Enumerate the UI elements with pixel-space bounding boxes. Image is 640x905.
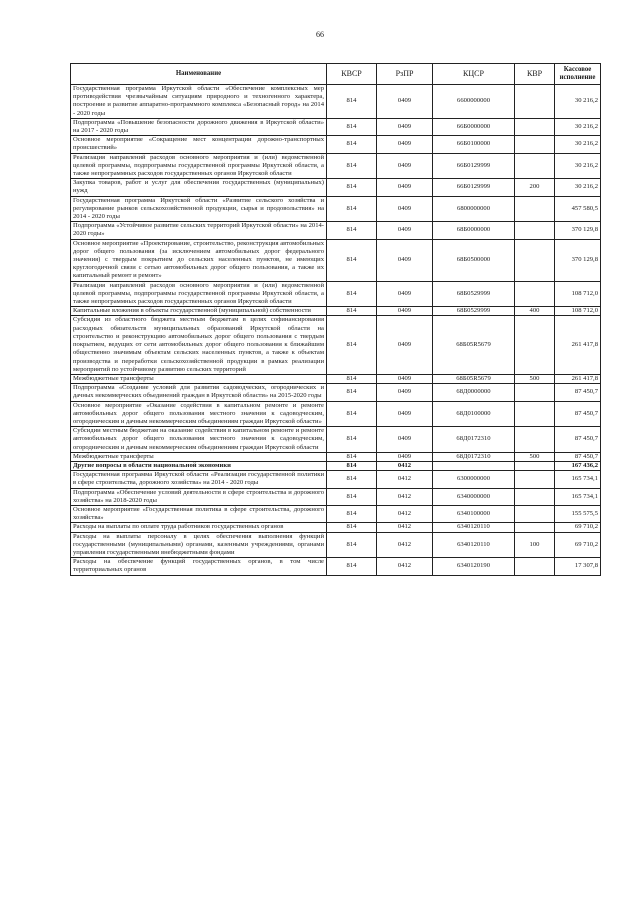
cell-name: Подпрограмма «Создание условий для развития садоводческих, огороднических и дачных некоммерческих объединений граждан в Иркутской области» на 2015-2020 годы [71, 384, 327, 401]
cell-rzpr: 0409 [377, 85, 433, 119]
cell-amount: 30 216,2 [555, 179, 601, 196]
cell-kcsr: 66Б0000000 [433, 118, 515, 135]
table-row [71, 523, 601, 532]
table-row [71, 505, 601, 522]
cell-name: Межбюджетные трансферты [71, 374, 327, 383]
table-row [71, 461, 601, 470]
cell-amount: 30 216,2 [555, 118, 601, 135]
table-header-row [71, 64, 601, 85]
cell-name: Реализация направлений расходов основного мероприятия и (или) ведомственной целевой программы, подпрограммы государственной программы Иркутской области, а также непрограммных расходов государственных органов Иркутской области [71, 153, 327, 179]
page-number: 66 [316, 30, 324, 39]
cell-amount: 155 575,5 [555, 505, 601, 522]
cell-kvsr: 814 [327, 558, 377, 575]
cell-rzpr: 0412 [377, 471, 433, 488]
cell-name: Основное мероприятие «Проектирование, строительство, реконструкция автомобильных дорог общего пользования (за исключением автомобильных дорог федерального значения) с твердым покрытием до сельских населенных пунктов, не имеющих круглогодичной связи с сетью автомобильных дорог общего пользования, а также их капитальный ремонт и ремонт» [71, 239, 327, 281]
cell-amount: 87 450,7 [555, 384, 601, 401]
cell-rzpr: 0409 [377, 452, 433, 461]
cell-kvsr: 814 [327, 384, 377, 401]
header-rzpr: РзПР [377, 64, 433, 85]
cell-kvsr: 814 [327, 471, 377, 488]
cell-kvsr: 814 [327, 85, 377, 119]
cell-kvsr: 814 [327, 222, 377, 239]
cell-kvsr: 814 [327, 523, 377, 532]
cell-kvsr: 814 [327, 196, 377, 222]
cell-kcsr: 68Б0500000 [433, 239, 515, 281]
cell-rzpr: 0409 [377, 118, 433, 135]
table-row [71, 153, 601, 179]
cell-name: Государственная программа Иркутской области «Реализация государственной политики в сфере строительства, дорожного хозяйства» на 2014 - 2020 годы [71, 471, 327, 488]
cell-kvsr: 814 [327, 461, 377, 470]
table-row [71, 488, 601, 505]
cell-rzpr: 0412 [377, 505, 433, 522]
cell-kvr [515, 118, 555, 135]
cell-name: Основное мероприятие «Сокращение мест концентрации дорожно-транспортных происшествий» [71, 136, 327, 153]
cell-amount: 457 580,5 [555, 196, 601, 222]
cell-amount: 30 216,2 [555, 153, 601, 179]
cell-amount: 261 417,8 [555, 374, 601, 383]
cell-amount: 108 712,0 [555, 281, 601, 307]
cell-kcsr: 66Б0129999 [433, 179, 515, 196]
table-row [71, 196, 601, 222]
cell-name: Подпрограмма «Обеспечение условий деятельности в сфере строительства и дорожного хозяйства» на 2018-2020 годы [71, 488, 327, 505]
cell-kvr [515, 316, 555, 374]
cell-name: Подпрограмма «Устойчивое развитие сельских территорий Иркутской области» на 2014-2020 годы» [71, 222, 327, 239]
table-row [71, 452, 601, 461]
cell-name: Государственная программа Иркутской области «Развитие сельского хозяйства и регулирование рынков сельскохозяйственной продукции, сырья и продовольствия» на 2014 - 2020 годы [71, 196, 327, 222]
cell-kcsr: 6300000000 [433, 471, 515, 488]
cell-kvr [515, 401, 555, 427]
cell-rzpr: 0412 [377, 523, 433, 532]
header-kvr: КВР [515, 64, 555, 85]
cell-kvsr: 814 [327, 505, 377, 522]
cell-kvr [515, 239, 555, 281]
cell-amount: 69 710,2 [555, 523, 601, 532]
table-row [71, 316, 601, 374]
cell-kvr [515, 558, 555, 575]
table-row [71, 471, 601, 488]
header-kcsr: КЦСР [433, 64, 515, 85]
table-row [71, 179, 601, 196]
cell-name: Расходы на выплаты персоналу в целях обеспечения выполнения функций государственными (муниципальными) органами, казенными учреждениями, органами управления государственными внебюджетными фондами [71, 532, 327, 558]
cell-kcsr: 68Д0172310 [433, 452, 515, 461]
cell-rzpr: 0409 [377, 153, 433, 179]
cell-kvr [515, 461, 555, 470]
cell-amount: 370 129,8 [555, 239, 601, 281]
cell-kcsr: 68Б05R5679 [433, 374, 515, 383]
cell-kcsr: 66Б0129999 [433, 153, 515, 179]
table-row [71, 384, 601, 401]
cell-kvr [515, 505, 555, 522]
table-row [71, 239, 601, 281]
cell-name: Расходы на обеспечение функций государственных органов, в том числе территориальных органов [71, 558, 327, 575]
cell-kcsr: 6340120110 [433, 532, 515, 558]
cell-name: Другие вопросы в области национальной экономики [71, 461, 327, 470]
table-row [71, 222, 601, 239]
cell-kvsr: 814 [327, 488, 377, 505]
header-kvsr: КВСР [327, 64, 377, 85]
cell-kvr [515, 471, 555, 488]
cell-kcsr: 68Б05R5679 [433, 316, 515, 374]
cell-name: Расходы на выплаты по оплате труда работников государственных органов [71, 523, 327, 532]
header-name: Наименование [71, 64, 327, 85]
cell-kvr [515, 281, 555, 307]
cell-amount: 30 216,2 [555, 85, 601, 119]
cell-kvr [515, 136, 555, 153]
cell-rzpr: 0412 [377, 532, 433, 558]
cell-amount: 108 712,0 [555, 307, 601, 316]
cell-kcsr: 68Д0172310 [433, 427, 515, 453]
table-row [71, 374, 601, 383]
cell-name: Субсидия из областного бюджета местным бюджетам в целях софинансирования расходных обязательств муниципальных образований Иркутской области на строительство и реконструкцию автомобильных дорог общего пользования с твердым покрытием, ведущих от сети автомобильных дорог общего пользования к ближайшим общественно значимым объектам сельских населенных пунктов, а также к объектам производства и переработки сельскохозяйственной продукции в рамках реализации мероприятий по устойчивому развитию сельских территорий [71, 316, 327, 374]
cell-kvsr: 814 [327, 401, 377, 427]
cell-kvr [515, 153, 555, 179]
budget-table [70, 63, 601, 576]
cell-amount: 261 417,8 [555, 316, 601, 374]
cell-kvr [515, 488, 555, 505]
table-row [71, 281, 601, 307]
cell-rzpr: 0409 [377, 281, 433, 307]
cell-name: Государственная программа Иркутской области «Обеспечение комплексных мер противодействия чрезвычайным ситуациям природного и техногенного характера, построение и развитие аппаратно-программного комплекса «Безопасный город» на 2014 - 2020 годы [71, 85, 327, 119]
cell-rzpr: 0409 [377, 401, 433, 427]
cell-kvsr: 814 [327, 153, 377, 179]
table-row [71, 401, 601, 427]
cell-name: Подпрограмма «Повышение безопасности дорожного движения в Иркутской области» на 2017 - 2020 годы [71, 118, 327, 135]
cell-kvr: 400 [515, 307, 555, 316]
cell-kvsr: 814 [327, 532, 377, 558]
cell-rzpr: 0409 [377, 307, 433, 316]
table-row [71, 307, 601, 316]
cell-kcsr: 66Б0100000 [433, 136, 515, 153]
cell-kcsr: 68Б0529999 [433, 281, 515, 307]
cell-amount: 167 436,2 [555, 461, 601, 470]
cell-kvsr: 814 [327, 281, 377, 307]
cell-kcsr: 68Д0000000 [433, 384, 515, 401]
cell-kcsr: 6800000000 [433, 196, 515, 222]
cell-kvsr: 814 [327, 239, 377, 281]
cell-kvsr: 814 [327, 118, 377, 135]
cell-kvr [515, 384, 555, 401]
cell-rzpr: 0409 [377, 222, 433, 239]
cell-rzpr: 0409 [377, 374, 433, 383]
cell-kvsr: 814 [327, 307, 377, 316]
cell-amount: 30 216,2 [555, 136, 601, 153]
cell-rzpr: 0409 [377, 136, 433, 153]
cell-kvr: 500 [515, 374, 555, 383]
table-row [71, 558, 601, 575]
cell-kvr: 200 [515, 179, 555, 196]
cell-rzpr: 0409 [377, 384, 433, 401]
cell-name: Закупка товаров, работ и услуг для обеспечения государственных (муниципальных) нужд [71, 179, 327, 196]
cell-rzpr: 0409 [377, 239, 433, 281]
table-row [71, 427, 601, 453]
table-row [71, 136, 601, 153]
cell-name: Межбюджетные трансферты [71, 452, 327, 461]
cell-kvsr: 814 [327, 179, 377, 196]
cell-name: Основное мероприятие «Оказание содействия в капитальном ремонте и ремонте автомобильных дорог общего пользования местного значения к садоводческим, огородническим и дачным некоммерческим объединениям граждан Иркутской области» [71, 401, 327, 427]
cell-kvr [515, 85, 555, 119]
cell-amount: 69 710,2 [555, 532, 601, 558]
cell-kvr [515, 427, 555, 453]
table-row [71, 532, 601, 558]
cell-kvsr: 814 [327, 427, 377, 453]
cell-amount: 165 734,1 [555, 471, 601, 488]
cell-amount: 370 129,8 [555, 222, 601, 239]
cell-kcsr: 6340120190 [433, 558, 515, 575]
cell-kvr [515, 222, 555, 239]
cell-name: Основное мероприятие «Государственная политика в сфере строительства, дорожного хозяйства» [71, 505, 327, 522]
cell-kcsr: 6340120110 [433, 523, 515, 532]
cell-kcsr: 68Б0000000 [433, 222, 515, 239]
cell-amount: 87 450,7 [555, 401, 601, 427]
cell-rzpr: 0412 [377, 488, 433, 505]
cell-kvsr: 814 [327, 136, 377, 153]
cell-amount: 165 734,1 [555, 488, 601, 505]
cell-kvsr: 814 [327, 374, 377, 383]
cell-rzpr: 0409 [377, 179, 433, 196]
cell-kcsr: 68Д0100000 [433, 401, 515, 427]
cell-rzpr: 0409 [377, 316, 433, 374]
cell-rzpr: 0412 [377, 558, 433, 575]
cell-kvr: 100 [515, 532, 555, 558]
cell-kcsr: 6600000000 [433, 85, 515, 119]
table-body [71, 85, 601, 576]
cell-kvsr: 814 [327, 316, 377, 374]
cell-kvr [515, 196, 555, 222]
table-row [71, 118, 601, 135]
cell-kvr: 500 [515, 452, 555, 461]
cell-kvr [515, 523, 555, 532]
cell-kcsr [433, 461, 515, 470]
header-amount: Кассовое исполнение [555, 64, 601, 85]
cell-name: Реализация направлений расходов основного мероприятия и (или) ведомственной целевой программы, подпрограммы государственной программы Иркутской области, а также непрограммных расходов государственных органов Иркутской области [71, 281, 327, 307]
cell-rzpr: 0409 [377, 196, 433, 222]
cell-kvsr: 814 [327, 452, 377, 461]
cell-rzpr: 0412 [377, 461, 433, 470]
cell-rzpr: 0409 [377, 427, 433, 453]
cell-kcsr: 68Б0529999 [433, 307, 515, 316]
cell-amount: 87 450,7 [555, 452, 601, 461]
cell-name: Капитальные вложения в объекты государственной (муниципальной) собственности [71, 307, 327, 316]
cell-name: Субсидии местным бюджетам на оказание содействия в капитальном ремонте и ремонте автомобильных дорог общего пользования местного значения к садоводческим, огородническим и дачным некоммерческим объединениям граждан Иркутской области [71, 427, 327, 453]
cell-amount: 87 450,7 [555, 427, 601, 453]
table-row [71, 85, 601, 119]
cell-amount: 17 307,8 [555, 558, 601, 575]
cell-kcsr: 6340000000 [433, 488, 515, 505]
cell-kcsr: 6340100000 [433, 505, 515, 522]
